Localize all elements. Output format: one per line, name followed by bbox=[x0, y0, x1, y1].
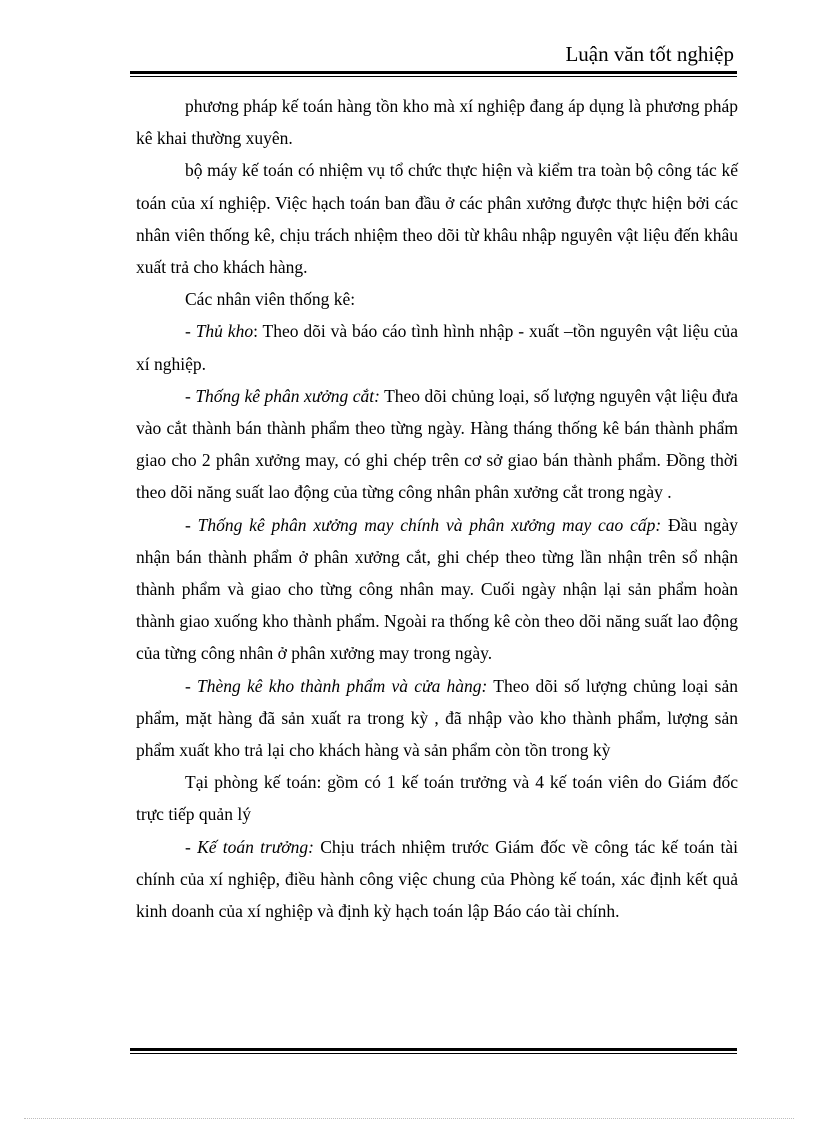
paragraph-text: phương pháp kế toán hàng tồn kho mà xí nghiệp đang áp dụng là phương pháp kê khai thường xuyên. bbox=[136, 96, 738, 149]
paragraph-phong-ke-toan bbox=[136, 766, 738, 830]
paragraph-text: Theo dõi số lượng chủng loại sản phẩm, mặt hàng đã sản xuất ra trong kỳ , đã nhập vào kho thành phẩm, lượng sản phẩm xuất kho trả lại cho khách hàng và sản phẩm còn tồn trong kỳ bbox=[136, 675, 738, 761]
page-edge-dotted-line bbox=[24, 1118, 794, 1119]
running-header-title: Luận văn tốt nghiệp bbox=[565, 42, 734, 66]
paragraph-thong-ke-cat bbox=[136, 380, 738, 509]
paragraph-text: : Theo dõi và báo cáo tình hình nhập - xuất –tồn nguyên vật liệu của xí nghiệp. bbox=[136, 321, 739, 374]
paragraph-thong-ke-may bbox=[136, 509, 738, 670]
paragraph-text: Tại phòng kế toán: gồm có 1 kế toán trưởng và 4 kế toán viên do Giám đốc trực tiếp quản lý bbox=[136, 772, 738, 825]
document-body bbox=[136, 90, 738, 927]
paragraph-1 bbox=[136, 90, 738, 154]
paragraph-lead-italic: - Thống kê phân xưởng may chính và phân xưởng may cao cấp: bbox=[185, 514, 662, 535]
paragraph-lead-italic: - Thèng kê kho thành phẩm và cửa hàng: bbox=[185, 675, 488, 696]
paragraph-text: Đầu ngày nhận bán thành phẩm ở phân xưởng cắt, ghi chép theo từng lần nhận trên sổ nhận thành phẩm và giao cho từng công nhân may. Cuối ngày nhận lại sản phẩm hoàn thành giao xuống kho thành phẩm. Ngoài ra thống kê còn theo dõi năng suất lao động của từng công nhân ở phân xưởng may trong ngày. bbox=[136, 514, 738, 664]
paragraph-3 bbox=[136, 283, 738, 315]
paragraph-lead-italic: - Thống kê phân xưởng cắt: bbox=[185, 385, 380, 406]
paragraph-lead-italic: - Thủ kho bbox=[185, 321, 254, 342]
paragraph-text: bộ máy kế toán có nhiệm vụ tổ chức thực hiện và kiểm tra toàn bộ công tác kế toán của xí nghiệp. Việc hạch toán ban đầu ở các phân xưởng được thực hiện bởi các nhân viên thống kê, chịu trách nhiệm theo dõi từ khâu nhập nguyên vật liệu đến khâu xuất trả cho khách hàng. bbox=[136, 160, 738, 278]
paragraph-thong-ke-kho bbox=[136, 670, 738, 767]
paragraph-text: Các nhân viên thống kê: bbox=[185, 289, 356, 310]
paragraph-thu-kho bbox=[136, 315, 738, 379]
paragraph-2 bbox=[136, 154, 738, 283]
footer-double-rule bbox=[130, 1048, 737, 1054]
paragraph-ke-toan-truong bbox=[136, 831, 738, 928]
paragraph-lead-italic: - Kế toán trưởng: bbox=[185, 836, 314, 857]
header-double-rule bbox=[130, 71, 737, 77]
paragraph-text: Theo dõi chủng loại, số lượng nguyên vật liệu đưa vào cắt thành bán thành phẩm theo từng ngày. Hàng tháng thống kê bán thành phẩm giao cho 2 phân xưởng may, có ghi chép trên cơ sở giao bán thành phẩm. Đồng thời theo dõi năng suất lao động của từng công nhân phân xưởng cắt trong ngày . bbox=[136, 385, 738, 503]
paragraph-text: Chịu trách nhiệm trước Giám đốc về công tác kế toán tài chính của xí nghiệp, điều hành công việc chung của Phòng kế toán, xác định kết quả kinh doanh của xí nghiệp và định kỳ hạch toán lập Báo cáo tài chính. bbox=[136, 836, 738, 922]
